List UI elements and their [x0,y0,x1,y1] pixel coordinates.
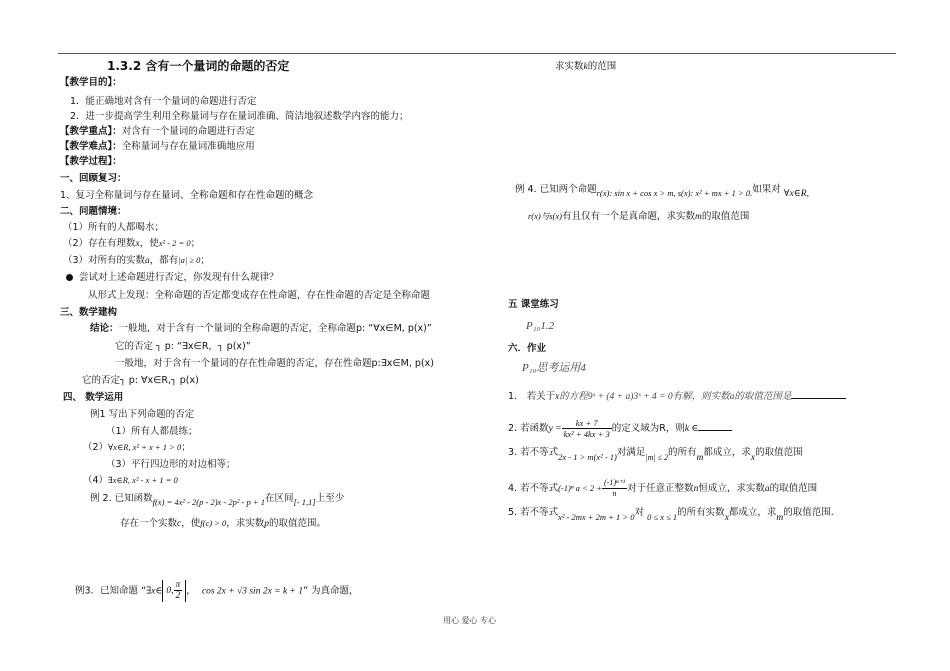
page-footer: 用心 爱心 专心 [443,616,497,625]
process-heading: 【教学过程】： [60,156,122,167]
right-top-text: 求实数 [555,61,584,72]
hw2-k: k ∈ [684,424,699,434]
ex2-l: 的取值范围。 [269,518,327,529]
hw2-numerator: kx + 7 [562,418,612,429]
ex2-function: f(x) = 4x² - 2(p - 2)x - 2p² - p + 1 [152,497,266,507]
hw5-hold: 都成立，求 [728,507,777,518]
conclusion-heading: 结论： [90,323,119,334]
hw3-inequality: 2x - 1 > m(x² - 1) [558,452,617,462]
ex3-end: ” 为真命题， [303,585,359,597]
difficulty-text: 全称量词与存在量词准确地应用 [121,141,255,152]
example-4-line-1 [515,183,809,197]
hw3-m-range: |m| ≤ 2 [645,453,668,462]
goals-heading: 【教学目的】： [60,77,122,88]
ex2-condition: f(c) > 0 [200,518,227,528]
try-text: 尝试对上述命题进行否定，你发现有什么规律？ [79,272,279,283]
ex4-label: 例 4. 已知两个命题 [515,184,597,195]
ex3-pi: π [175,580,181,591]
hw1-label: 1． 若关于 [508,391,556,402]
hw5-all: 的所有实数 [677,507,725,518]
homework-4 [508,477,817,500]
ex4-forall: ∀x∈R, [783,189,809,199]
hw5-m: m [776,513,784,523]
conclusion-1-text: 一般地，对于含有一个量词的全称命题的否定，全称命题p: “∀x∈M, p(x)” [118,323,432,334]
ex3-interval-start: 0, [166,586,174,596]
try-line [66,271,279,284]
ex2-j: ，求实数 [226,518,265,529]
hw5-inequality: x² - 2mx + 2m + 1 > 0 [558,512,635,522]
page-title: 1.3.2 含有一个量词的命题的否定 [107,59,290,73]
hw3-label: 3. 若不等式 [508,447,559,458]
difficulty [60,140,255,153]
ex2-interval-label: 在区间 [265,493,294,504]
q3-var: a [145,256,150,266]
ex2-c: c [177,519,182,529]
ex2-h: ，使 [181,518,201,529]
example-2-line-2 [120,517,326,531]
example-4-line-2 [528,210,749,224]
ex3-equation: cos 2x + √3 sin 2x = k + 1 [201,586,304,597]
ex1-2-end: ； [181,442,191,453]
homework-1 [508,390,846,404]
q2-part-c: ，使 [139,238,159,249]
ex2-label: 例 2. 已知函数 [90,493,153,504]
hw2-answer-blank [698,430,732,431]
ex4-m: m [695,212,702,222]
q2-formula: x² - 2 = 0 [158,238,191,248]
homework-text: P₁₀思考运用4 [522,362,586,374]
ex3-interval [162,580,186,602]
ex2-at-least: 上至少 [315,493,345,504]
hw5-range: 0 ≤ x ≤ 1 [647,512,678,522]
hw2-label: 2. 若函数 [508,423,549,434]
hw4-numerator: (-1)ⁿ⁺¹ [603,478,626,487]
ex4-end: 的取值范围 [701,211,750,222]
hw3-all: 的所有 [667,447,697,458]
example-1-item-3: （3）平行四边形的对边相等； [106,459,236,470]
example-1-item-2 [83,441,191,454]
hw4-end: 的取值范围 [769,483,818,494]
hw4-text: 对于任意正整数 [627,483,694,494]
q2-part-a: （2）存在有理数 [63,238,136,249]
ex1-2-formula: ∀x∈R, x² + x + 1 > 0 [108,442,182,452]
hw3-satisfy: 对满足 [616,447,646,458]
q2-var: x [135,239,140,249]
hw4-label: 4. 若不等式 [508,483,559,494]
hw1-x: x [555,392,560,402]
hw3-x: x [750,453,756,463]
ex4-propositions: r(x): sin x + cos x > m, s(x): x² + mx + 1 > 0. [596,188,753,198]
header-rule [58,53,896,54]
ex1-4-formula: ∃x∈R, x² - x + 1 = 0 [108,475,178,485]
hw4-n: n [693,484,699,494]
hw3-hold: 都成立，求 [703,447,751,458]
hw5-end: 的取值范围. [783,507,834,518]
question-3 [63,254,210,268]
hw2-denominator: kx² + 4kx + 3 [563,429,610,439]
bullet-icon [66,274,73,281]
hw2-fraction [562,418,612,439]
conclusion-4: 它的否定┐ p: ∀x∈R,┐ p(x) [82,375,199,386]
homework-5 [508,506,834,523]
difficulty-heading: 【教学难点】： [60,141,122,152]
hw4-denominator: n [612,489,617,498]
conclusion-1 [90,322,432,335]
form-observation: 从形式上发现：全称命题的否定都变成存在性命题，存在性命题的否定是全称命题 [88,290,431,301]
ex3-comma: ， [186,585,196,597]
q2-end: ； [190,238,201,249]
ex2-p: p [264,519,270,529]
conclusion-2: 它的否定 ┐ p: “∃x∈R，┐ p(x)” [115,341,251,352]
hw5-x: x [724,513,729,523]
hw2-y: y = [548,424,562,434]
hw2-text: 的定义域为R，则 [611,423,685,434]
right-top-end: 的范围 [587,61,617,72]
section-review-heading: 一、回顾复习： [60,173,127,184]
example-1: 例1 写出下列命题的否定 [90,409,195,420]
example-3 [75,580,359,603]
example-1-item-4 [83,474,178,487]
section-situation-heading: 二、问题情境： [60,206,127,217]
hw4-fraction [602,478,627,499]
review-text: 1、复习全称量词与存在量词、全称命题和存在性命题的概念 [60,190,314,201]
ex3-label: 例3．已知命题 “ [75,585,146,597]
hw5-label: 5. 若不等式 [508,507,559,518]
goal-2: 2．进一步提高学生利用全称量词与存在量词准确、简洁地叙述数学内容的能力； [70,111,409,122]
q3-part-c: ，都有 [149,255,179,266]
hw4-inequality: (-1)ⁿ a < 2 + [558,483,602,493]
hw4-text-2: 恒成立，求实数 [698,483,765,494]
hw3-end: 的取值范围 [755,447,803,458]
ex1-2-label: （2） [83,442,109,453]
ex2-interval: [- 1,1] [293,497,316,507]
section-homework-heading: 六．作业 [508,343,547,354]
hw3-m: m [696,453,704,463]
goal-1: 1．能正确地对含有一个量词的命题进行否定 [70,96,257,107]
question-2 [63,237,200,251]
hw4-a: a [764,484,770,494]
hw1-text: 的方程9ˣ + (4 + a)3ˣ + 4 = 0有解，则实数a的取值范围是 [559,392,792,402]
key-heading: 【教学重点】： [60,126,122,137]
practice-text: P₁₀1.2 [526,320,555,332]
homework-2 [508,418,732,440]
right-top-k: k [583,62,588,72]
ex4-text: 有且仅有一个是真命题，求实数 [561,211,695,222]
hw1-answer-blank [791,398,846,399]
q3-part-a: （3）对所有的实数 [63,255,146,266]
right-top-line [555,60,616,74]
conclusion-3: 一般地，对于含有一个量词的存在性命题的否定，存在性命题p:∃x∈M, p(x) [115,358,434,369]
q3-end: ； [200,255,210,266]
q3-formula: |a| ≥ 0 [178,255,201,265]
section-practice-heading: 五 课堂练习 [508,299,559,310]
ex4-r-s: r(x)与s(x) [528,211,562,221]
key-point [60,125,255,138]
ex2-f: 存在一个实数 [120,518,178,529]
homework-3 [508,446,803,463]
section-application-heading: 四、 数学运用 [63,392,124,403]
section-construct-heading: 三、数学建构 [60,307,118,318]
ex4-if: 如果对 [752,184,781,195]
example-1-item-1: （1）所有人都晨练； [106,426,198,437]
question-1: （1）所有的人都喝水； [63,222,165,233]
ex3-two: 2 [175,591,181,602]
hw5-for: 对 [634,507,645,518]
ex1-4-label: （4） [83,475,109,486]
key-text: 对含有一个量词的命题进行否定 [121,126,255,137]
example-2-line-1 [90,492,344,505]
ex3-pi-fraction [174,580,183,601]
ex3-exists: ∃x∈ [146,586,163,597]
